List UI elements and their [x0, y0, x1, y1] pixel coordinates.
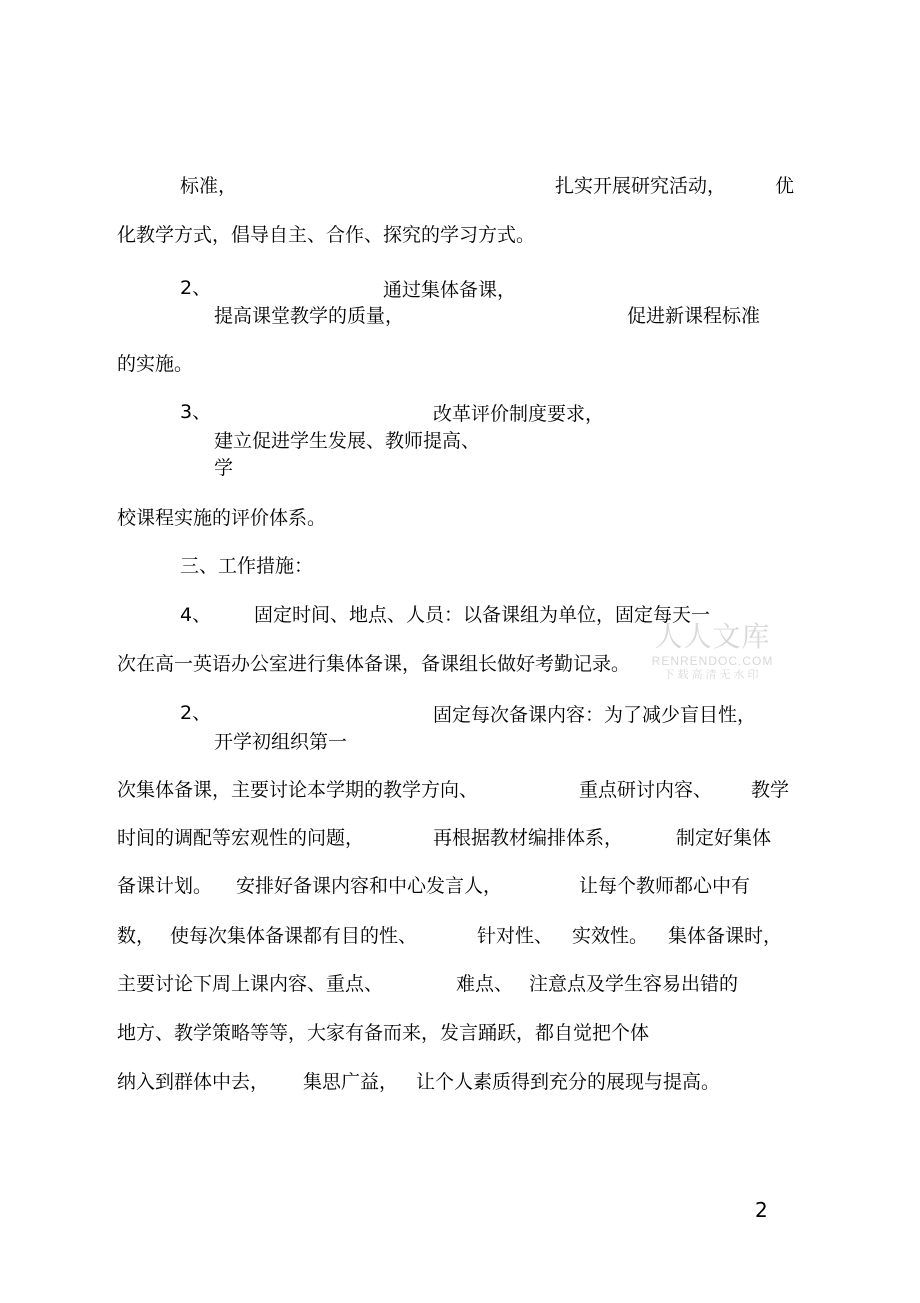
text-line: 数，	[117, 925, 156, 947]
text-line: 标准，	[180, 175, 238, 197]
text-line: 化教学方式，倡导自主、合作、探究的学习方式。	[117, 224, 536, 246]
text-line: 注意点及学生容易出错的	[529, 973, 739, 995]
text-line: 优	[775, 175, 795, 197]
text-line: 集思广益，	[303, 1071, 399, 1093]
text-line: 制定好集体	[676, 827, 772, 849]
section-heading: 三、工作措施：	[180, 555, 314, 577]
text-line: 实效性。	[572, 925, 649, 947]
text-line: 主要讨论下周上课内容、重点、	[117, 973, 384, 995]
text-line: 通过集体备课，	[383, 279, 517, 301]
watermark-domain: RENRENDOC.COM	[651, 654, 774, 668]
text-line: 提高课堂教学的质量，	[214, 305, 405, 327]
text-line: 难点、	[456, 973, 514, 995]
text-line: 纳入到群体中去，	[117, 1071, 270, 1093]
text-line: 固定时间、地点、人员：以备课组为单位，固定每天一	[254, 604, 711, 626]
text-line: 改革评价制度要求，	[433, 403, 605, 425]
list-number: 3、	[180, 401, 212, 423]
text-line: 安排好备课内容和中心发言人，	[236, 875, 503, 897]
text-line: 校课程实施的评价体系。	[117, 507, 327, 529]
watermark-title: 人人文库	[654, 620, 771, 653]
text-line: 备课计划。	[117, 875, 213, 897]
text-line: 使每次集体备课都有目的性、	[170, 925, 418, 947]
text-line: 地方、教学策略等等，大家有备而来，发言踊跃，都自觉把个体	[117, 1022, 650, 1044]
text-line: 让个人素质得到充分的展现与提高。	[416, 1071, 721, 1093]
text-line: 再根据教材编排体系，	[433, 827, 624, 849]
text-line: 教学	[751, 779, 790, 801]
text-line: 重点研讨内容、	[579, 779, 713, 801]
text-line: 开学初组织第一	[214, 731, 348, 753]
watermark-logo	[650, 620, 775, 684]
text-line: 针对性、	[477, 925, 554, 947]
watermark-slogan: 下载高清无水印	[663, 668, 762, 681]
text-line: 建立促进学生发展、教师提高、	[214, 430, 481, 452]
text-line: 的实施。	[117, 353, 194, 375]
text-line: 固定每次备课内容：为了减少盲目性，	[433, 704, 757, 726]
text-line: 次在高一英语办公室进行集体备课，备课组长做好考勤记录。	[117, 653, 631, 675]
text-line: 次集体备课，主要讨论本学期的教学方向、	[117, 779, 479, 801]
text-line: 让每个教师都心中有	[579, 875, 751, 897]
list-number: 2、	[180, 702, 212, 724]
text-line: 集体备课时，	[668, 925, 783, 947]
text-line: 促进新课程标准	[627, 305, 761, 327]
text-line: 时间的调配等宏观性的问题，	[117, 827, 365, 849]
list-number: 4、	[180, 604, 212, 626]
list-number: 2、	[180, 277, 212, 299]
text-line: 扎实开展研究活动，	[555, 175, 727, 197]
page-number: 2	[755, 1198, 768, 1222]
text-line: 学	[214, 457, 234, 479]
